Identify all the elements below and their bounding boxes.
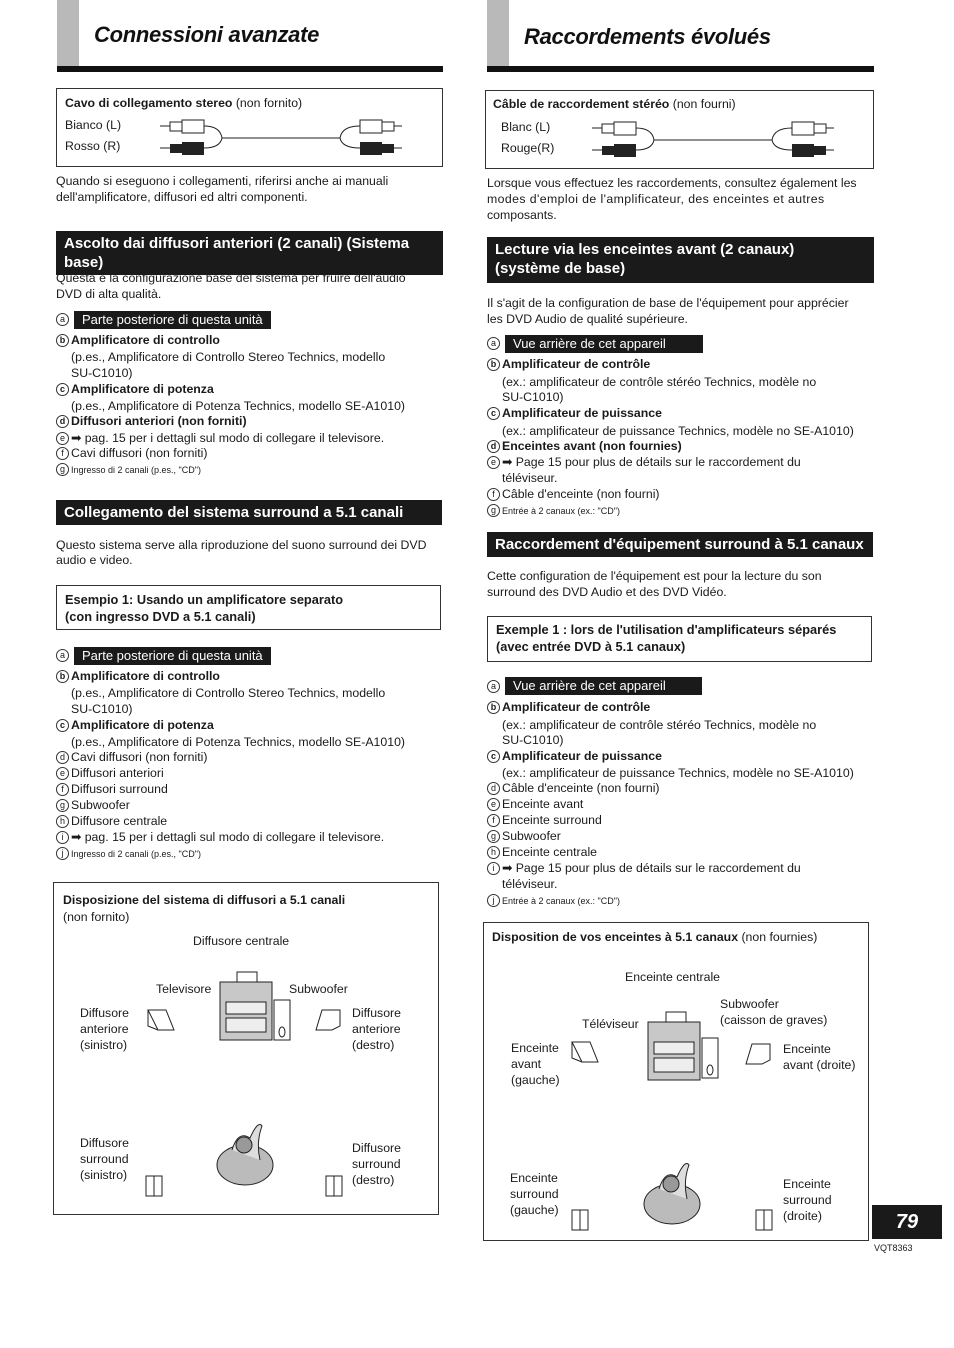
right-layout-tv: Téléviseur <box>582 1017 639 1031</box>
left-layout-sr3: (destro) <box>352 1173 395 1187</box>
right-subwoofer-icon <box>702 1038 718 1078</box>
left-sec1-desc1: Questa è la configurazione base del sistema per fruire dell'audio <box>56 271 406 285</box>
right-header-rule <box>487 66 874 72</box>
right-sec1-item-a: a <box>487 336 502 352</box>
left-cable-white: Bianco (L) <box>65 118 122 132</box>
left-layout-sl3: (sinistro) <box>80 1168 128 1182</box>
right-example-line2: (avec entrée DVD à 5.1 canaux) <box>496 639 686 654</box>
right-sec2-item-h: h Enceinte centrale <box>487 845 597 861</box>
left-sec1-desc2: DVD di alta qualità. <box>56 287 162 301</box>
left-layout-tv: Televisore <box>156 982 212 996</box>
right-sec1-desc1: Il s'agit de la configuration de base de l'équipement pour apprécier <box>487 296 849 310</box>
left-sec1-item-b-sub1: (p.es., Amplificatore di Controllo Stereo Technics, modello <box>71 350 386 364</box>
left-sec2-item-d: d Cavi diffusori (non forniti) <box>56 750 207 766</box>
left-sec1-item-d: d Diffusori anteriori (non forniti) <box>56 414 247 430</box>
right-layout-sr1: Enceinte <box>783 1177 831 1191</box>
right-sec1-item-b-sub2: SU-C1010) <box>502 390 564 404</box>
left-layout-diagram <box>140 970 370 1200</box>
right-layout-sl1: Enceinte <box>510 1171 558 1185</box>
left-layout-sl2: surround <box>80 1152 129 1166</box>
right-cable-title: Câble de raccordement stéréo (non fourni) <box>493 97 736 111</box>
left-layout-sl1: Diffusore <box>80 1136 129 1150</box>
right-sec1-item-g: g Entrée à 2 canaux (ex.: "CD") <box>487 503 620 520</box>
left-layout-fl1: Diffusore <box>80 1006 129 1020</box>
right-sec2-item-j: j Entrée à 2 canaux (ex.: "CD") <box>487 893 620 910</box>
right-sec1-item-c-sub: (ex.: amplificateur de puissance Technics, modèle no SE-A1010) <box>502 424 854 438</box>
left-sec2-item-a: a <box>56 648 71 664</box>
left-listener-icon <box>217 1125 273 1186</box>
left-sec2-item-j: j Ingresso di 2 canali (p.es., "CD") <box>56 846 201 863</box>
left-front-left-speaker-icon <box>148 1010 174 1030</box>
right-sec1-tag-rear: Vue arrière de cet appareil <box>505 335 703 353</box>
left-sec1-item-c: c Amplificatore di potenza <box>56 382 214 398</box>
left-sec1-heading: Ascolto dai diffusori anteriori (2 canali) (Sistema base) <box>56 231 443 275</box>
right-sec2-item-c-sub: (ex.: amplificateur de puissance Technics, modèle no SE-A1010) <box>502 766 854 780</box>
right-page-title: Raccordements évolués <box>524 24 771 49</box>
right-sec2-item-d: d Câble d'enceinte (non fourni) <box>487 781 660 797</box>
left-sec2-item-f: f Diffusori surround <box>56 782 168 798</box>
left-sec2-item-g: g Subwoofer <box>56 798 130 814</box>
left-layout-fr3: (destro) <box>352 1038 395 1052</box>
right-sec2-desc2: surround des DVD Audio et des DVD Vidéo. <box>487 585 727 599</box>
right-sec2-heading: Raccordement d'équipement surround à 5.1 canaux <box>487 532 873 557</box>
right-layout-sl2: surround <box>510 1187 559 1201</box>
left-layout-title: Disposizione del sistema di diffusori a 5.1 canali <box>63 893 346 907</box>
right-sec2-item-f: f Enceinte surround <box>487 813 602 829</box>
left-cable-title: Cavo di collegamento stereo (non fornito) <box>65 96 303 110</box>
right-sec1-item-d: d Enceintes avant (non fournies) <box>487 439 682 455</box>
left-sec2-item-c: c Amplificatore di potenza <box>56 718 214 734</box>
right-sec2-item-b-sub1: (ex.: amplificateur de contrôle stéréo Technics, modèle no <box>502 718 817 732</box>
left-sec2-item-b: b Amplificatore di controllo <box>56 669 220 685</box>
right-sec2-item-b-sub2: SU-C1010) <box>502 733 564 747</box>
right-sec1-heading: Lecture via les enceintes avant (2 canaux) (système de base) <box>487 237 874 283</box>
right-sec1-desc2: les DVD Audio de qualité supérieure. <box>487 312 688 326</box>
right-layout-title: Disposition de vos enceintes à 5.1 canaux (non fournies) <box>492 930 818 944</box>
right-sec2-item-a: a <box>487 679 502 695</box>
right-layout-diagram <box>562 1004 792 1236</box>
left-layout-fl3: (sinistro) <box>80 1038 128 1052</box>
right-layout-sr3: (droite) <box>783 1209 822 1223</box>
right-layout-sl3: (gauche) <box>510 1203 559 1217</box>
right-sec2-desc1: Cette configuration de l'équipement est pour la lecture du son <box>487 569 822 583</box>
right-front-left-speaker-icon <box>572 1042 598 1062</box>
left-page-title: Connessioni avanzate <box>94 22 320 47</box>
right-sec2-item-e: e Enceinte avant <box>487 797 583 813</box>
left-layout-sr2: surround <box>352 1157 401 1171</box>
left-sec2-item-c-sub: (p.es., Amplificatore di Potenza Technics, modello SE-A1010) <box>71 735 406 749</box>
left-layout-fr1: Diffusore <box>352 1006 401 1020</box>
right-layout-fr1: Enceinte <box>783 1042 831 1056</box>
left-sec2-desc1: Questo sistema serve alla riproduzione del suono surround dei DVD <box>56 538 427 552</box>
right-sec1-item-b: b Amplificateur de contrôle <box>487 357 650 373</box>
left-sec1-item-f: f Cavi diffusori (non forniti) <box>56 446 207 462</box>
right-layout-fl3: (gauche) <box>511 1073 560 1087</box>
right-cable-illustration <box>592 120 842 160</box>
right-layout-fr2: avant (droite) <box>783 1058 856 1072</box>
left-sec2-item-b-sub2: SU-C1010) <box>71 702 133 716</box>
left-sec1-item-b-sub2: SU-C1010) <box>71 366 133 380</box>
left-header-rule <box>57 66 443 72</box>
right-layout-center: Enceinte centrale <box>625 970 721 984</box>
left-example-line1: Esempio 1: Usando un amplificatore separato <box>65 592 344 607</box>
left-header-bar <box>57 0 79 68</box>
right-layout-sub1: Subwoofer <box>720 997 779 1011</box>
left-sec2-tag-rear: Parte posteriore di questa unità <box>74 647 271 665</box>
right-sec2-item-b: b Amplificateur de contrôle <box>487 700 650 716</box>
left-layout-fr2: anteriore <box>352 1022 401 1036</box>
left-layout-sub: Subwoofer <box>289 982 348 996</box>
right-cable-red: Rouge(R) <box>501 141 555 155</box>
right-sec2-item-i-cont: téléviseur. <box>502 877 558 891</box>
right-sec2-tag-rear: Vue arrière de cet appareil <box>505 677 702 695</box>
right-intro-line2: modes d'emploi de l'amplificateur, des enceintes et autres <box>487 192 825 206</box>
right-cable-white: Blanc (L) <box>501 120 551 134</box>
left-example-line2: (con ingresso DVD a 5.1 canali) <box>65 609 256 624</box>
right-layout-fl2: avant <box>511 1057 542 1071</box>
doc-code: VQT8363 <box>874 1243 913 1253</box>
right-sec2-item-i: i ➡ Page 15 pour plus de détails sur le raccordement du <box>487 861 801 877</box>
left-sec1-item-g: g Ingresso di 2 canali (p.es., "CD") <box>56 462 201 479</box>
right-intro-line3: composants. <box>487 208 557 222</box>
right-sec2-item-g: g Subwoofer <box>487 829 561 845</box>
left-layout-fl2: anteriore <box>80 1022 129 1036</box>
right-layout-sub2: (caisson de graves) <box>720 1013 828 1027</box>
right-layout-sr2: surround <box>783 1193 832 1207</box>
left-sec1-item-c-sub: (p.es., Amplificatore di Potenza Technics, modello SE-A1010) <box>71 399 406 413</box>
right-listener-icon <box>644 1164 700 1225</box>
left-intro-line2: dell'amplificatore, diffusori ed altri componenti. <box>56 190 308 204</box>
left-sec2-item-i: i ➡ pag. 15 per i dettagli sul modo di collegare il televisore. <box>56 830 384 846</box>
left-cable-red: Rosso (R) <box>65 139 121 153</box>
left-front-right-speaker-icon <box>316 1010 340 1030</box>
left-sec2-item-e: e Diffusori anteriori <box>56 766 164 782</box>
left-sec2-heading: Collegamento del sistema surround a 5.1 canali <box>56 500 442 525</box>
left-cable-illustration <box>160 118 410 158</box>
right-layout-fl1: Enceinte <box>511 1041 559 1055</box>
right-intro-line1: Lorsque vous effectuez les raccordements, consultez également les <box>487 176 857 190</box>
right-sec1-item-f: f Câble d'enceinte (non fourni) <box>487 487 660 503</box>
left-intro-line1: Quando si eseguono i collegamenti, riferirsi anche ai manuali <box>56 174 389 188</box>
page-number: 79 <box>872 1205 942 1239</box>
left-layout-sr1: Diffusore <box>352 1141 401 1155</box>
right-sec1-item-e-cont: téléviseur. <box>502 471 558 485</box>
left-sec1-item-a: a <box>56 312 71 328</box>
right-sec1-item-c: c Amplificateur de puissance <box>487 406 662 422</box>
right-header-bar <box>487 0 509 68</box>
left-sec2-item-b-sub1: (p.es., Amplificatore di Controllo Stereo Technics, modello <box>71 686 386 700</box>
left-sec1-item-e: e ➡ pag. 15 per i dettagli sul modo di collegare il televisore. <box>56 431 384 447</box>
left-sec1-tag-rear: Parte posteriore di questa unità <box>74 311 271 329</box>
left-layout-subtitle: (non fornito) <box>63 910 130 924</box>
left-sec2-item-h: h Diffusore centrale <box>56 814 167 830</box>
right-front-right-speaker-icon <box>746 1044 770 1064</box>
right-sec1-item-e: e ➡ Page 15 pour plus de détails sur le raccordement du <box>487 455 801 471</box>
right-example-line1: Exemple 1 : lors de l'utilisation d'amplificateurs séparés <box>496 622 837 637</box>
left-layout-center: Diffusore centrale <box>193 934 290 948</box>
right-sec1-item-b-sub1: (ex.: amplificateur de contrôle stéréo Technics, modèle no <box>502 375 817 389</box>
left-subwoofer-icon <box>274 1000 290 1040</box>
left-sec1-item-b: b Amplificatore di controllo <box>56 333 220 349</box>
right-sec2-item-c: c Amplificateur de puissance <box>487 749 662 765</box>
left-sec2-desc2: audio e video. <box>56 553 133 567</box>
